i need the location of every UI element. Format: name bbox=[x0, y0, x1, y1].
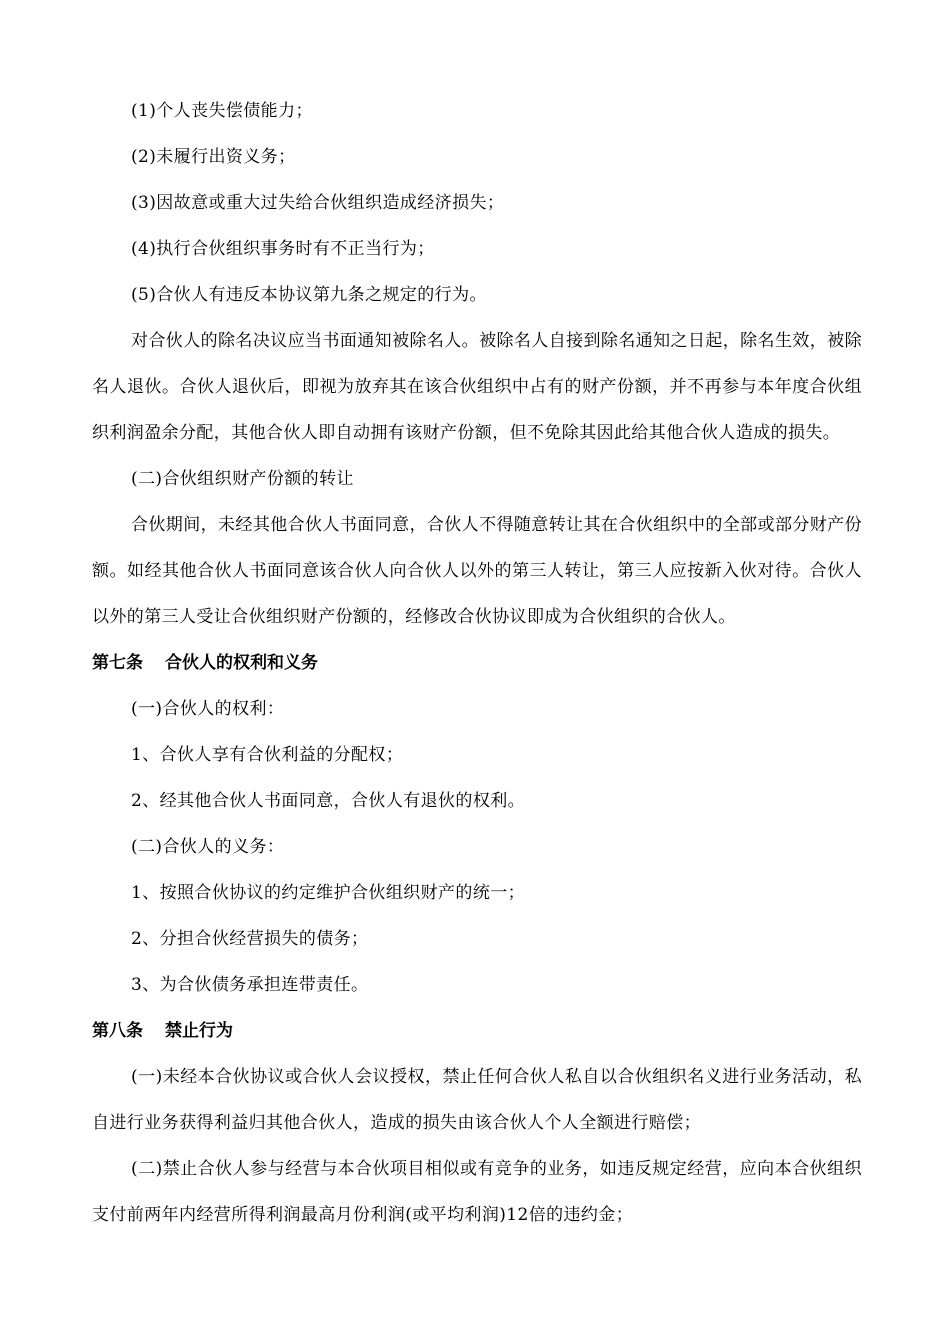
prohibition-paragraph-2: (二)禁止合伙人参与经营与本合伙项目相似或有竞争的业务，如违反规定经营，应向本合伙组织支付前两年内经营所得利润最高月份利润(或平均利润)12倍的违约金； bbox=[92, 1159, 862, 1225]
article-number: 第七条 bbox=[92, 653, 143, 673]
article-title: 禁止行为 bbox=[165, 1021, 233, 1041]
article-number: 第八条 bbox=[92, 1021, 143, 1041]
expulsion-paragraph: 对合伙人的除名决议应当书面通知被除名人。被除名人自接到除名通知之日起，除名生效，被除名人退伙。合伙人退伙后，即视为放弃其在该合伙组织中占有的财产份额，并不再参与本年度合伙组织利润盈余分配，其他合伙人即自动拥有该财产份额，但不免除其因此给其他合伙人造成的损失。 bbox=[92, 331, 862, 443]
list-item: 1、合伙人享有合伙利益的分配权； bbox=[131, 745, 404, 765]
article-8-heading bbox=[92, 1008, 862, 1054]
list-item: (1)个人丧失偿债能力； bbox=[131, 101, 313, 121]
transfer-paragraph: 合伙期间，未经其他合伙人书面同意，合伙人不得随意转让其在合伙组织中的全部或部分财产份额。如经其他合伙人书面同意该合伙人向合伙人以外的第三人转让，第三人应按新入伙对待。合伙人以外的第三人受让合伙组织财产份额的，经修改合伙协议即成为合伙组织的合伙人。 bbox=[92, 515, 862, 627]
document-page bbox=[92, 88, 862, 1238]
prohibition-paragraph-1: (一)未经本合伙协议或合伙人会议授权，禁止任何合伙人私自以合伙组织名义进行业务活动，私自进行业务获得利益归其他合伙人，造成的损失由该合伙人个人全额进行赔偿； bbox=[92, 1067, 862, 1133]
list-item: (3)因故意或重大过失给合伙组织造成经济损失； bbox=[131, 193, 505, 213]
list-item: (2)未履行出资义务； bbox=[131, 147, 296, 167]
article-7-heading bbox=[92, 640, 862, 686]
list-item: 2、分担合伙经营损失的债务； bbox=[131, 929, 369, 949]
list-item: (4)执行合伙组织事务时有不正当行为； bbox=[131, 239, 435, 259]
list-item: 2、经其他合伙人书面同意，合伙人有退伙的权利。 bbox=[131, 791, 526, 811]
subsection-heading: (二)合伙人的义务： bbox=[131, 837, 285, 857]
article-title: 合伙人的权利和义务 bbox=[165, 653, 318, 673]
list-item: 1、按照合伙协议的约定维护合伙组织财产的统一； bbox=[131, 883, 526, 903]
list-item: 3、为合伙债务承担连带责任。 bbox=[131, 975, 369, 995]
subsection-heading: (二)合伙组织财产份额的转让 bbox=[131, 469, 354, 489]
list-item: (5)合伙人有违反本协议第九条之规定的行为。 bbox=[131, 285, 487, 305]
subsection-heading: (一)合伙人的权利： bbox=[131, 699, 285, 719]
